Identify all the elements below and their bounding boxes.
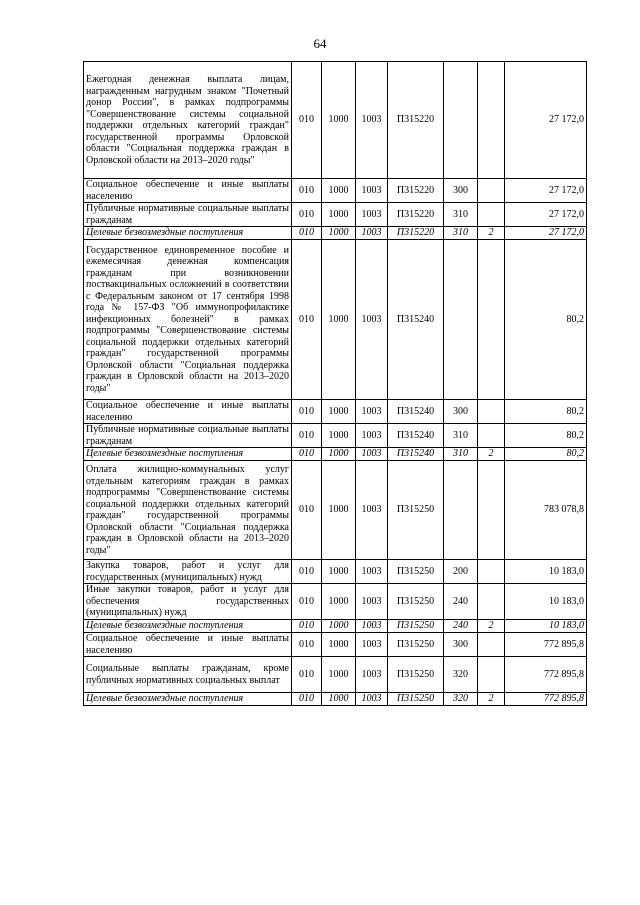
table-row	[84, 179, 587, 203]
target-code: П315250	[388, 461, 444, 560]
amount: 10 183,0	[505, 620, 587, 633]
table-row	[84, 461, 587, 560]
source-code	[478, 633, 505, 657]
section-code: 1000	[322, 400, 356, 424]
ministry-code: 010	[292, 448, 322, 461]
source-code	[478, 461, 505, 560]
row-description: Целевые безвозмездные поступления	[84, 620, 292, 633]
source-code	[478, 584, 505, 620]
subsection-code: 1003	[356, 584, 388, 620]
table-row	[84, 693, 587, 706]
section-code: 1000	[322, 62, 356, 179]
table-row	[84, 633, 587, 657]
expense-type-code: 300	[444, 179, 478, 203]
ministry-code: 010	[292, 400, 322, 424]
subsection-code: 1003	[356, 657, 388, 693]
expense-type-code: 310	[444, 424, 478, 448]
source-code	[478, 179, 505, 203]
ministry-code: 010	[292, 62, 322, 179]
expense-type-code: 300	[444, 400, 478, 424]
page-number: 64	[313, 36, 327, 51]
table-row	[84, 584, 587, 620]
ministry-code: 010	[292, 461, 322, 560]
row-description: Государственное единовременное пособие и ежемесячная денежная компенсация гражданам при возникновении поствакцинальных осложнений в соответствии с Федеральным законом от 17 сентября 1998 года № 157-ФЗ "Об иммунопрофилактике инфекционных болезней" в рамках подпрограммы "Совершенствование системы социальной поддержки отдельных категорий граждан" государственной программы Орловской области "Социальная поддержка граждан в Орловской области на 2013–2020 годы"	[84, 240, 292, 400]
section-code: 1000	[322, 693, 356, 706]
expense-type-code	[444, 461, 478, 560]
expense-type-code: 200	[444, 560, 478, 584]
section-code: 1000	[322, 448, 356, 461]
subsection-code: 1003	[356, 203, 388, 227]
section-code: 1000	[322, 657, 356, 693]
amount: 10 183,0	[505, 560, 587, 584]
source-code	[478, 62, 505, 179]
expense-type-code: 310	[444, 203, 478, 227]
expense-type-code	[444, 62, 478, 179]
ministry-code: 010	[292, 584, 322, 620]
source-code	[478, 657, 505, 693]
target-code: П315220	[388, 227, 444, 240]
target-code: П315250	[388, 633, 444, 657]
ministry-code: 010	[292, 657, 322, 693]
source-code	[478, 560, 505, 584]
target-code: П315250	[388, 693, 444, 706]
subsection-code: 1003	[356, 179, 388, 203]
source-code	[478, 203, 505, 227]
table-row	[84, 657, 587, 693]
amount: 772 895,8	[505, 693, 587, 706]
ministry-code: 010	[292, 560, 322, 584]
expense-type-code: 240	[444, 584, 478, 620]
row-description: Иные закупки товаров, работ и услуг для обеспечения государственных (муниципальных) нужд	[84, 584, 292, 620]
subsection-code: 1003	[356, 424, 388, 448]
section-code: 1000	[322, 620, 356, 633]
table-row	[84, 620, 587, 633]
subsection-code: 1003	[356, 620, 388, 633]
target-code: П315240	[388, 240, 444, 400]
target-code: П315220	[388, 62, 444, 179]
ministry-code: 010	[292, 424, 322, 448]
amount: 772 895,8	[505, 657, 587, 693]
amount: 27 172,0	[505, 203, 587, 227]
section-code: 1000	[322, 203, 356, 227]
budget-table	[83, 61, 587, 706]
subsection-code: 1003	[356, 400, 388, 424]
subsection-code: 1003	[356, 693, 388, 706]
source-code	[478, 400, 505, 424]
section-code: 1000	[322, 227, 356, 240]
source-code: 2	[478, 693, 505, 706]
table-row	[84, 203, 587, 227]
expense-type-code: 320	[444, 657, 478, 693]
row-description: Социальное обеспечение и иные выплаты населению	[84, 179, 292, 203]
row-description: Публичные нормативные социальные выплаты гражданам	[84, 424, 292, 448]
row-description: Оплата жилищно-коммунальных услуг отдельным категориям граждан в рамках подпрограммы "Совершенствование системы социальной поддержки отдельных категорий граждан" государственной программы Орловской области "Социальная поддержка граждан в Орловской области на 2013–2020 годы"	[84, 461, 292, 560]
target-code: П315220	[388, 203, 444, 227]
table-row	[84, 227, 587, 240]
ministry-code: 010	[292, 179, 322, 203]
table-row	[84, 424, 587, 448]
target-code: П315240	[388, 400, 444, 424]
subsection-code: 1003	[356, 461, 388, 560]
amount: 27 172,0	[505, 62, 587, 179]
table-row	[84, 400, 587, 424]
amount: 80,2	[505, 400, 587, 424]
row-description: Целевые безвозмездные поступления	[84, 693, 292, 706]
section-code: 1000	[322, 179, 356, 203]
subsection-code: 1003	[356, 448, 388, 461]
table-row	[84, 240, 587, 400]
row-description: Социальное обеспечение и иные выплаты населению	[84, 400, 292, 424]
subsection-code: 1003	[356, 240, 388, 400]
amount: 80,2	[505, 448, 587, 461]
ministry-code: 010	[292, 620, 322, 633]
section-code: 1000	[322, 633, 356, 657]
expense-type-code: 310	[444, 448, 478, 461]
ministry-code: 010	[292, 633, 322, 657]
section-code: 1000	[322, 560, 356, 584]
table-row	[84, 62, 587, 179]
row-description: Ежегодная денежная выплата лицам, награжденным нагрудным знаком "Почетный донор России", в рамках подпрограммы "Совершенствование системы социальной поддержки отдельных категорий граждан" государственной программы Орловской области "Социальная поддержка граждан в Орловской области на 2013–2020 годы"	[84, 62, 292, 179]
row-description: Публичные нормативные социальные выплаты гражданам	[84, 203, 292, 227]
amount: 27 172,0	[505, 227, 587, 240]
ministry-code: 010	[292, 227, 322, 240]
expense-type-code: 240	[444, 620, 478, 633]
amount: 783 078,8	[505, 461, 587, 560]
target-code: П315250	[388, 584, 444, 620]
subsection-code: 1003	[356, 560, 388, 584]
ministry-code: 010	[292, 693, 322, 706]
target-code: П315220	[388, 179, 444, 203]
subsection-code: 1003	[356, 227, 388, 240]
expense-type-code	[444, 240, 478, 400]
subsection-code: 1003	[356, 633, 388, 657]
row-description: Социальное обеспечение и иные выплаты населению	[84, 633, 292, 657]
source-code	[478, 424, 505, 448]
table-row	[84, 560, 587, 584]
target-code: П315240	[388, 448, 444, 461]
section-code: 1000	[322, 424, 356, 448]
expense-type-code: 320	[444, 693, 478, 706]
target-code: П315250	[388, 657, 444, 693]
row-description: Целевые безвозмездные поступления	[84, 227, 292, 240]
section-code: 1000	[322, 240, 356, 400]
target-code: П315240	[388, 424, 444, 448]
source-code	[478, 240, 505, 400]
ministry-code: 010	[292, 203, 322, 227]
row-description: Социальные выплаты гражданам, кроме публичных нормативных социальных выплат	[84, 657, 292, 693]
section-code: 1000	[322, 461, 356, 560]
ministry-code: 010	[292, 240, 322, 400]
source-code: 2	[478, 620, 505, 633]
source-code: 2	[478, 227, 505, 240]
amount: 772 895,8	[505, 633, 587, 657]
expense-type-code: 310	[444, 227, 478, 240]
source-code: 2	[478, 448, 505, 461]
amount: 27 172,0	[505, 179, 587, 203]
row-description: Закупка товаров, работ и услуг для государственных (муниципальных) нужд	[84, 560, 292, 584]
subsection-code: 1003	[356, 62, 388, 179]
section-code: 1000	[322, 584, 356, 620]
row-description: Целевые безвозмездные поступления	[84, 448, 292, 461]
amount: 80,2	[505, 424, 587, 448]
target-code: П315250	[388, 560, 444, 584]
amount: 80,2	[505, 240, 587, 400]
amount: 10 183,0	[505, 584, 587, 620]
target-code: П315250	[388, 620, 444, 633]
table-row	[84, 448, 587, 461]
expense-type-code: 300	[444, 633, 478, 657]
